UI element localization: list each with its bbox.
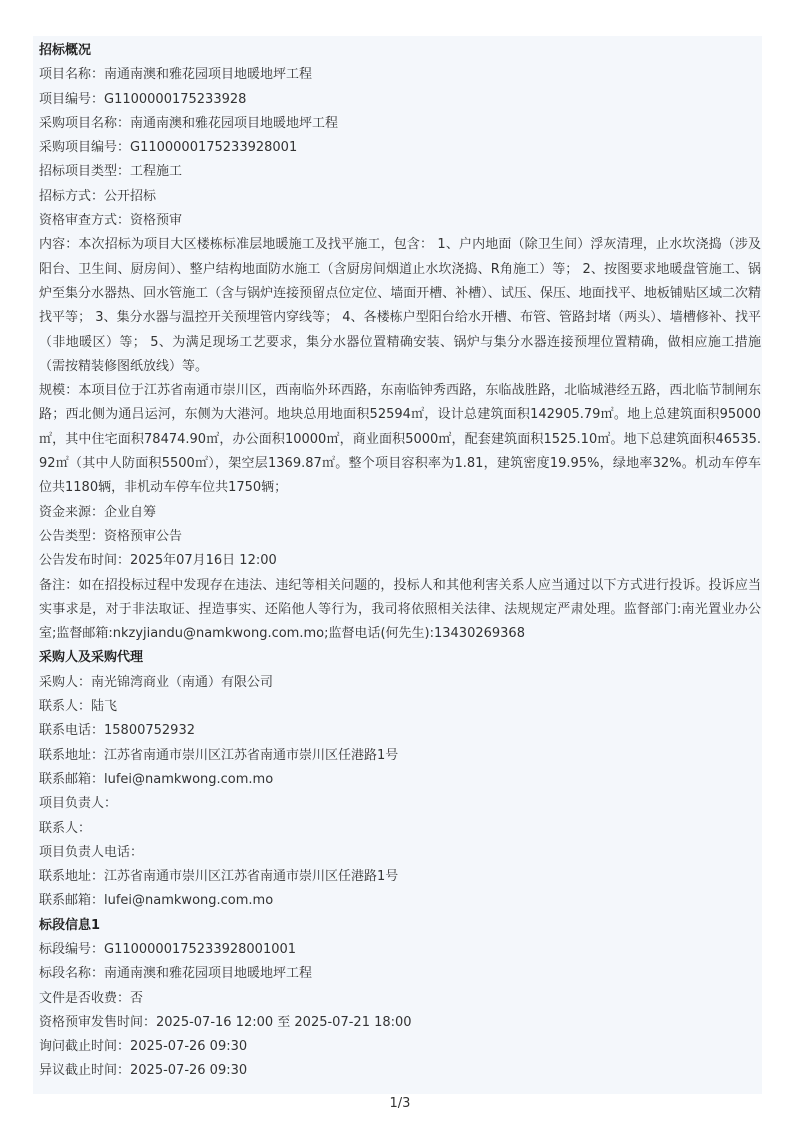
document-fee: 文件是否收费：否 — [39, 990, 144, 1006]
sale-time: 资格预审发售时间：2025-07-16 12:00 至 2025-07-21 18:00 — [39, 1014, 412, 1030]
purchase-project-number: 采购项目编号：G1100000175233928001 — [39, 140, 298, 156]
section-title-lot: 标段信息1 — [39, 917, 101, 933]
project-type: 招标项目类型：工程施工 — [39, 164, 183, 180]
project-manager-phone: 项目负责人电话： — [39, 844, 144, 860]
lot-name: 标段名称：南通南澳和雅花园项目地暖地坪工程 — [39, 966, 313, 982]
document-content — [39, 39, 761, 1084]
contact-phone: 联系电话：15800752932 — [39, 723, 195, 739]
fund-source: 资金来源：企业自筹 — [39, 504, 157, 520]
section-title-purchaser: 采购人及采购代理 — [39, 650, 144, 666]
objection-deadline: 异议截止时间：2025-07-26 09:30 — [39, 1063, 248, 1079]
contact-email: 联系邮箱：lufei@namkwong.com.mo — [39, 771, 274, 787]
contact-person: 联系人：陆飞 — [39, 699, 118, 715]
project-name: 项目名称：南通南澳和雅花园项目地暖地坪工程 — [39, 67, 313, 83]
project-scale: 规模：本项目位于江苏省南通市崇川区，西南临外环西路，东南临钟秀西路，东临战胜路，北临城港经五路，西北临节制闸东路；西北侧为通吕运河，东侧为大港河。地块总用地面积52594㎡，设计总建筑面积142905.79㎡。地上总建筑面积95000㎡，其中住宅面积78474.90㎡，办公面积10000㎡，商业面积5000㎡，配套建筑面积1525.10㎡。地下总建筑面积46535.92㎡（其中人防面积5500㎡），架空层1369.87㎡。整个项目容积率为1.81，建筑密度19.95%，绿地率32%。机动车停车位共1180辆，非机动车停车位共1750辆； — [39, 383, 761, 496]
remarks: 备注：如在招投标过程中发现存在违法、违纪等相关问题的，投标人和其他利害关系人应当通过以下方式进行投诉。投诉应当实事求是，对于非法取证、捏造事实、还陷他人等行为，我司将依照相关法律、法规规定严肃处理。监督部门:南光置业办公室;监督邮箱:nkzyjiandu@namkwong.com.mo;监督电话(何先生):13430269368 — [39, 577, 761, 642]
purchaser-name: 采购人：南光锦湾商业（南通）有限公司 — [39, 674, 274, 690]
inquiry-deadline: 询问截止时间：2025-07-26 09:30 — [39, 1039, 248, 1055]
contact-address-2: 联系地址：江苏省南通市崇川区江苏省南通市崇川区任港路1号 — [39, 869, 399, 885]
project-number: 项目编号：G1100000175233928 — [39, 91, 247, 107]
section-title-overview: 招标概况 — [39, 43, 92, 58]
tender-method: 招标方式：公开招标 — [39, 188, 157, 204]
notice-type: 公告类型：资格预审公告 — [39, 528, 183, 544]
purchase-project-name: 采购项目名称：南通南澳和雅花园项目地暖地坪工程 — [39, 115, 339, 131]
project-content: 内容：本次招标为项目大区楼栋标准层地暖施工及找平施工，包含： 1、户内地面（除卫生间）浮灰清理，止水坎浇捣（涉及阳台、卫生间、厨房间）、整户结构地面防水施工（含厨房间烟道止水坎浇捣、R角施工）等； 2、按图要求地暖盘管施工、锅炉至集分水器热、回水管施工（含与锅炉连接预留点位定位、墙面开槽、补槽）、试压、保压、地面找平、地板铺贴区域二次精找平等； 3、集分水器与温控开关预埋管内穿线等； 4、各楼栋户型阳台给水开槽、布管、管路封堵（两头）、墙槽修补、找平（非地暖区）等； 5、为满足现场工艺要求，集分水器位置精确安装、锅炉与集分水器连接预埋位置精确，做相应施工措施（需按精装修图纸放线）等。 — [39, 237, 761, 374]
contact-person-2: 联系人： — [39, 820, 92, 836]
contact-address: 联系地址：江苏省南通市崇川区江苏省南通市崇川区任港路1号 — [39, 747, 399, 763]
qualification-method: 资格审查方式：资格预审 — [39, 213, 183, 229]
page-number: 1/3 — [389, 1096, 411, 1111]
project-manager: 项目负责人： — [39, 796, 118, 812]
lot-number: 标段编号：G1100000175233928001001 — [39, 941, 297, 957]
publish-time: 公告发布时间：2025年07月16日 12:00 — [39, 553, 277, 569]
contact-email-2: 联系邮箱：lufei@namkwong.com.mo — [39, 893, 274, 909]
